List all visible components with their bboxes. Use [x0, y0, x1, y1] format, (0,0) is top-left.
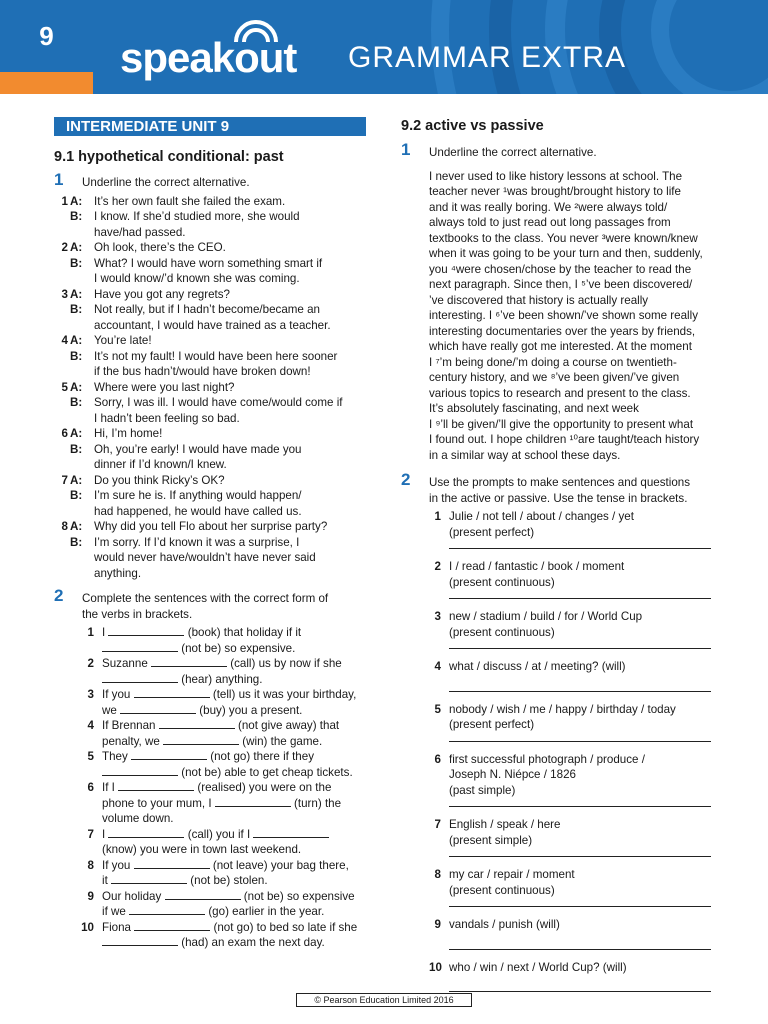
dialogue-line	[94, 566, 374, 582]
item-number: 5	[87, 750, 94, 763]
dialogue-item	[54, 194, 374, 241]
answer-line[interactable]	[449, 856, 711, 857]
passage-line: ’ve discovered that history is actually really	[429, 293, 649, 307]
dialogue-text: Oh, you’re early! I would have made you	[94, 442, 302, 456]
sentence-text: (tell) us it was your birthday,	[212, 688, 357, 701]
gap-fill-item	[54, 920, 374, 951]
answer-line[interactable]	[449, 906, 711, 907]
sentence-line	[102, 703, 374, 719]
unit-heading: INTERMEDIATE UNIT 9	[54, 117, 366, 136]
gap-fill-item	[54, 718, 374, 749]
dialogue-line	[94, 550, 374, 566]
sentence-text: If I	[102, 781, 115, 794]
sentence-text: (buy) you a present.	[199, 703, 303, 717]
exercise-number: 2	[54, 586, 64, 605]
sentence-line	[102, 656, 374, 672]
sentence-text: If Brennan	[102, 719, 156, 732]
dialogue-item	[54, 287, 374, 334]
item-number: 6	[434, 752, 441, 766]
gap-fill-item	[54, 889, 374, 920]
passage-line: I ⁷’m being done/’m doing a course on twentieth-	[429, 355, 677, 369]
answer-line[interactable]	[449, 991, 711, 992]
passage-line: I never used to like history lessons at school. The	[429, 169, 683, 183]
dialogue-item	[54, 426, 374, 473]
sentence-text: I	[102, 626, 106, 639]
dialogue-text: Have you got any regrets?	[94, 287, 230, 301]
sentence-line	[102, 889, 374, 905]
item-number: 6	[87, 781, 94, 794]
passage-line: I found out. I hope children ¹⁰are taught/teach history	[429, 433, 700, 446]
passage-line: when it was going to be your turn and then, suddenly,	[429, 247, 703, 260]
prompt-text: nobody / wish / me / happy / birthday / today	[449, 702, 676, 716]
sentence-text: (had) an exam the next day.	[181, 936, 325, 949]
sentence-text: (win) the game.	[242, 734, 323, 748]
prompt-item	[429, 702, 721, 733]
dialogue-item	[54, 519, 374, 581]
answer-blank[interactable]	[131, 749, 207, 760]
exercise-number: 2	[401, 470, 411, 489]
exercise-2	[54, 586, 374, 622]
dialogue-text: I hadn’t been feeling so bad.	[94, 411, 240, 425]
sentence-line: volume down.	[102, 812, 174, 825]
answer-line[interactable]	[449, 598, 711, 599]
dialogue-line	[70, 240, 374, 256]
sentence-text: If you	[102, 688, 131, 701]
prompt-item	[429, 817, 721, 848]
sentence-line	[102, 796, 374, 812]
answer-blank[interactable]	[102, 935, 178, 946]
gap-fill-item	[54, 656, 374, 687]
item-number: 3	[434, 610, 441, 623]
item-number: 8	[61, 520, 68, 533]
passage-line: in a similar way at school these days.	[429, 448, 621, 462]
answer-blank[interactable]	[134, 858, 210, 869]
sentence-text: (not go) there if they	[210, 750, 315, 763]
exercise-2-prompts	[401, 509, 721, 992]
exercise-1-items	[54, 194, 374, 582]
right-column	[401, 117, 721, 992]
sentence-line	[102, 734, 374, 750]
exercise-instruction-cont: the verbs in brackets.	[82, 607, 193, 621]
dialogue-text: Oh look, there’s the CEO.	[94, 241, 226, 254]
prompt-text: what / discuss / at / meeting? (will)	[449, 660, 626, 673]
dialogue-text: I’m sure he is. If anything would happen/	[94, 489, 302, 502]
sentence-text: (turn) the	[294, 796, 342, 810]
item-number: 3	[87, 688, 94, 701]
exercise-number: 1	[401, 140, 411, 159]
prompt-item	[429, 659, 721, 675]
passage-line: interesting documentaries over the years by friends,	[429, 324, 696, 338]
dialogue-line	[70, 380, 374, 396]
speaker-label: B:	[70, 489, 83, 502]
dialogue-text: Why did you tell Flo about her surprise party?	[94, 520, 328, 533]
item-number: 4	[434, 660, 441, 673]
passage-line: next paragraph. Since then, I ⁵’ve been discovered/	[429, 278, 693, 291]
section-title-9-2: 9.2 active vs passive	[401, 118, 544, 134]
sentence-line	[102, 625, 374, 641]
dialogue-text: dinner if I’d known/I knew.	[94, 458, 227, 471]
dialogue-text: It’s not my fault! I would have been here sooner	[94, 349, 338, 363]
passage-line: interesting. I ⁶’ve been shown/’ve shown some really	[429, 309, 698, 322]
sentence-text: Our holiday	[102, 889, 162, 903]
item-number: 5	[61, 380, 68, 394]
sentence-text: (call) us by now if she	[230, 657, 342, 670]
item-number: 4	[87, 719, 94, 732]
dialogue-text: I’m sorry. If I’d known it was a surprise, I	[94, 535, 300, 549]
dialogue-line	[70, 442, 374, 458]
dialogue-text: accountant, I would have trained as a teacher.	[94, 318, 331, 332]
prompt-text: who / win / next / World Cup? (will)	[449, 960, 627, 974]
passage-line: always told to just read out long passages from	[429, 216, 671, 229]
dialogue-text: Not really, but if I hadn’t become/became an	[94, 303, 320, 316]
item-number: 9	[434, 918, 441, 931]
dialogue-text: had happened, he would have called us.	[94, 504, 302, 518]
answer-blank[interactable]	[102, 672, 178, 683]
speaker-label: A:	[70, 380, 83, 394]
prompt-text: first successful photograph / produce /	[449, 752, 645, 766]
page-title: GRAMMAR EXTRA	[348, 41, 627, 74]
left-column	[54, 117, 374, 951]
sentence-line	[102, 687, 374, 703]
item-number: 2	[61, 241, 68, 254]
dialogue-text: Do you think Ricky’s OK?	[94, 473, 225, 487]
gap-fill-item	[54, 625, 374, 656]
answer-line[interactable]	[449, 949, 711, 950]
sentence-text: If you	[102, 858, 131, 872]
item-number: 10	[81, 920, 94, 934]
answer-blank[interactable]	[215, 796, 291, 807]
sentence-text: it	[102, 874, 108, 887]
prompt-item	[429, 917, 721, 933]
prompt-text: Joseph N. Niépce / 1826	[449, 768, 576, 781]
exercise-instruction-cont: in the active or passive. Use the tense in brackets.	[429, 491, 688, 505]
sentence-text: I	[102, 827, 106, 841]
sentence-line	[102, 641, 374, 657]
prompt-text: I / read / fantastic / book / moment	[449, 560, 625, 573]
exercise-1	[54, 170, 374, 191]
prompt-text: (present continuous)	[449, 883, 555, 897]
dialogue-line	[70, 395, 374, 411]
passage-line: teacher never ¹was brought/brought history to life	[429, 185, 681, 198]
exercise-instruction: Underline the correct alternative.	[429, 146, 597, 159]
prompt-text: (present perfect)	[449, 525, 535, 539]
gap-fill-item	[54, 749, 374, 780]
prompt-text: (present perfect)	[449, 718, 535, 731]
speaker-label: A:	[70, 241, 83, 254]
gap-fill-item	[54, 687, 374, 718]
sentence-text: we	[102, 703, 117, 717]
unit-stripe	[0, 72, 93, 94]
answer-blank[interactable]	[159, 718, 235, 729]
sentence-line	[102, 904, 374, 920]
prompt-item	[429, 867, 721, 898]
sentence-text: (not go) to bed so late if she	[213, 920, 358, 934]
speaker-label: A:	[70, 287, 83, 301]
passage-line: you ⁴were chosen/chose by the teacher to read the	[429, 262, 692, 276]
sentence-text: (realised) you were on the	[197, 781, 332, 794]
dialogue-item	[54, 473, 374, 520]
speaker-label: B:	[70, 303, 83, 316]
sentence-text: (not be) so expensive.	[181, 641, 296, 655]
passage-line: I ⁹’ll be given/’ll give the opportunity to present what	[429, 417, 694, 431]
answer-line[interactable]	[449, 648, 711, 649]
answer-blank[interactable]	[118, 780, 194, 791]
dialogue-line	[70, 194, 374, 210]
item-number: 1	[434, 510, 441, 523]
answer-blank[interactable]	[102, 641, 178, 652]
dialogue-line	[70, 349, 374, 365]
speaker-label: B:	[70, 256, 83, 270]
answer-blank[interactable]	[151, 656, 227, 667]
dialogue-line	[70, 519, 374, 535]
sentence-line	[102, 765, 374, 781]
answer-blank[interactable]	[163, 734, 239, 745]
dialogue-text: It’s her own fault she failed the exam.	[94, 194, 286, 208]
prompt-item	[429, 960, 721, 976]
dialogue-line	[70, 426, 374, 442]
sentence-line	[102, 920, 374, 936]
sentence-text: (not leave) your bag there,	[212, 858, 349, 872]
item-number: 10	[429, 960, 442, 974]
sentence-text: (not be) stolen.	[190, 874, 268, 887]
exercise-instruction: Complete the sentences with the correct form of	[82, 592, 329, 605]
sentence-line	[102, 780, 374, 796]
passage-line: textbooks to the class. You never ³were known/knew	[429, 231, 698, 245]
prompt-text: (present continuous)	[449, 625, 555, 639]
item-number: 7	[87, 827, 94, 841]
prompt-item	[429, 752, 721, 799]
speaker-label: B:	[70, 349, 83, 363]
speaker-label: A:	[70, 427, 83, 440]
answer-line[interactable]	[449, 806, 711, 807]
prompt-item	[429, 609, 721, 640]
speaker-label: A:	[70, 473, 83, 487]
dialogue-item	[54, 240, 374, 287]
item-number: 8	[434, 868, 441, 881]
sentence-line	[102, 858, 374, 874]
item-number: 2	[87, 657, 94, 670]
passage-line: It’s absolutely fascinating, and next week	[429, 402, 639, 415]
dialogue-item	[54, 333, 374, 380]
exercise-number: 1	[54, 170, 64, 189]
dialogue-line	[70, 209, 374, 225]
copyright-footer: © Pearson Education Limited 2016	[296, 993, 472, 1007]
prompt-text: my car / repair / moment	[449, 868, 575, 881]
sentence-text: (not be) so expensive	[243, 889, 355, 903]
dialogue-line	[94, 411, 374, 427]
prompt-item	[429, 559, 721, 590]
reading-passage	[401, 169, 721, 464]
item-number: 7	[61, 473, 68, 487]
signal-waves-icon	[228, 18, 284, 44]
header-banner	[0, 0, 768, 94]
sentence-text: (know) you were in town last weekend.	[102, 843, 302, 856]
sentence-text: (go) earlier in the year.	[208, 905, 325, 918]
dialogue-line	[94, 457, 374, 473]
answer-blank[interactable]	[111, 873, 187, 884]
answer-blank[interactable]	[102, 765, 178, 776]
dialogue-text: What? I would have worn something smart if	[94, 256, 323, 270]
dialogue-line	[94, 364, 374, 380]
item-number: 8	[87, 858, 94, 872]
dialogue-line	[94, 504, 374, 520]
exercise-1	[401, 140, 721, 161]
dialogue-line	[70, 302, 374, 318]
sentence-text: (not give away) that	[237, 719, 340, 732]
prompt-text: (present continuous)	[449, 575, 555, 589]
answer-blank[interactable]	[120, 703, 196, 714]
sentence-text: Fiona	[102, 920, 132, 934]
speaker-label: A:	[70, 520, 83, 533]
dialogue-text: if the bus hadn’t/would have broken down!	[94, 365, 311, 378]
item-number: 4	[61, 334, 68, 347]
sentence-line	[102, 827, 374, 843]
dialogue-text: I would know/’d known she was coming.	[94, 272, 300, 285]
prompt-text: (present simple)	[449, 833, 533, 847]
item-number: 2	[434, 560, 441, 573]
passage-line: and it was really boring. We ²were always told/	[429, 200, 668, 214]
answer-blank[interactable]	[253, 827, 329, 838]
dialogue-text: I know. If she’d studied more, she would	[94, 210, 300, 223]
passage-line: which have really got me interested. At the moment	[429, 340, 692, 353]
dialogue-line	[70, 535, 374, 551]
dialogue-text: anything.	[94, 566, 142, 580]
answer-blank[interactable]	[108, 625, 184, 636]
answer-blank[interactable]	[108, 827, 184, 838]
item-number: 9	[87, 889, 94, 903]
speaker-label: B:	[70, 210, 83, 223]
dialogue-text: Hi, I’m home!	[94, 427, 163, 440]
sentence-text: phone to your mum, I	[102, 796, 212, 810]
sentence-line	[102, 873, 374, 889]
unit-number: 9	[0, 0, 93, 72]
sentence-text: (call) you if I	[187, 827, 251, 841]
sentence-line	[102, 718, 374, 734]
answer-line[interactable]	[449, 691, 711, 692]
item-number: 5	[434, 702, 441, 716]
sentence-line	[102, 935, 374, 951]
sentence-text: They	[102, 750, 128, 763]
exercise-instruction: Use the prompts to make sentences and questions	[429, 476, 691, 489]
exercise-2-items	[54, 625, 374, 951]
passage-line: century history, and we ⁸’ve been given/’ve given	[429, 371, 680, 384]
answer-blank[interactable]	[165, 889, 241, 900]
gap-fill-item	[54, 827, 374, 858]
sentence-line	[102, 749, 374, 765]
speaker-label: A:	[70, 334, 83, 347]
dialogue-line	[94, 225, 374, 241]
prompt-text: English / speak / here	[449, 818, 561, 831]
dialogue-line	[94, 318, 374, 334]
exercise-2	[401, 470, 721, 506]
passage-line: various topics to research and present to the class.	[429, 386, 691, 400]
sentence-text: (not be) able to get cheap tickets.	[181, 765, 353, 779]
prompt-text: new / stadium / build / for / World Cup	[449, 610, 643, 623]
sentence-line	[102, 842, 374, 858]
speaker-label: A:	[70, 194, 83, 208]
sentence-line	[102, 672, 374, 688]
dialogue-line	[70, 333, 374, 349]
dialogue-line	[94, 271, 374, 287]
item-number: 1	[87, 626, 94, 639]
dialogue-item	[54, 380, 374, 427]
speaker-label: B:	[70, 442, 83, 456]
dialogue-line	[70, 256, 374, 272]
prompt-text: Julie / not tell / about / changes / yet	[449, 510, 634, 523]
answer-blank[interactable]	[134, 687, 210, 698]
gap-fill-item	[54, 858, 374, 889]
sentence-text: (hear) anything.	[181, 672, 263, 686]
speaker-label: B:	[70, 396, 83, 409]
speaker-label: B:	[70, 535, 83, 549]
item-number: 7	[434, 818, 441, 831]
dialogue-text: Where were you last night?	[94, 380, 235, 394]
item-number: 1	[61, 194, 68, 208]
dialogue-line	[70, 488, 374, 504]
section-title-9-1: 9.1 hypothetical conditional: past	[54, 149, 284, 165]
logo-text-out: out	[234, 34, 297, 81]
item-number: 3	[61, 287, 68, 301]
item-number: 6	[61, 427, 68, 440]
answer-line[interactable]	[449, 741, 711, 742]
prompt-item	[429, 509, 721, 540]
answer-blank[interactable]	[129, 904, 205, 915]
dialogue-line	[70, 287, 374, 303]
sentence-text: penalty, we	[102, 734, 160, 748]
answer-blank[interactable]	[134, 920, 210, 931]
logo-text-speak: speak	[120, 34, 235, 81]
exercise-instruction: Underline the correct alternative.	[82, 176, 250, 189]
dialogue-line	[70, 473, 374, 489]
sentence-text: if we	[102, 905, 126, 918]
answer-line[interactable]	[449, 548, 711, 549]
dialogue-text: Sorry, I was ill. I would have come/would come if	[94, 396, 343, 409]
gap-fill-item	[54, 780, 374, 827]
dialogue-text: have/had passed.	[94, 225, 186, 239]
dialogue-text: You’re late!	[94, 334, 152, 347]
dialogue-text: would never have/wouldn’t have never said	[94, 551, 316, 564]
prompt-text: vandals / punish (will)	[449, 918, 560, 931]
prompt-text: (past simple)	[449, 783, 516, 797]
sentence-text: Suzanne	[102, 657, 148, 670]
sentence-text: (book) that holiday if it	[187, 626, 302, 639]
